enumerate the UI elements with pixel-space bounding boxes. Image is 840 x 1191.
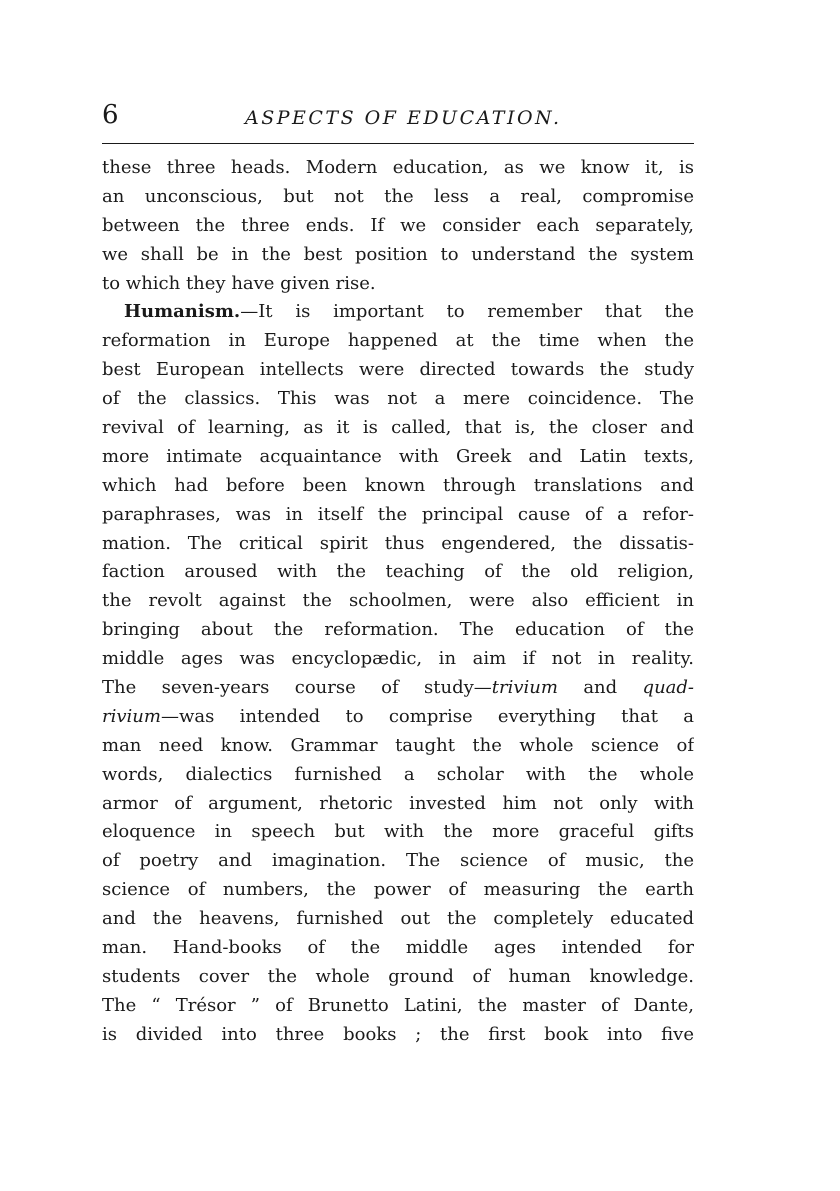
term-quadrivium-start: quad- (642, 677, 694, 699)
text-line: best European intellects were directed towards the study (102, 359, 694, 381)
term-quadrivium-end: rivium (102, 705, 161, 727)
text-line: these three heads. Modern education, as we know it, is (102, 157, 694, 178)
text-line (102, 298, 694, 327)
text-line (102, 674, 694, 703)
text-run: The seven-years course of study— (102, 677, 492, 699)
text-run: —was intended to comprise everything that a (160, 705, 694, 727)
text-run: —It is important to remember that the (240, 301, 694, 323)
text-line (102, 703, 694, 732)
text-line: The “ Trésor ” of Brunetto Latini, the master of Dante, (102, 994, 694, 1016)
text-line: man. Hand-books of the middle ages intended for (102, 937, 694, 959)
section-heading-humanism: Humanism. (124, 301, 241, 323)
text-line: faction aroused with the teaching of the old religion, (102, 561, 694, 583)
text-line: which had before been known through translations and (102, 474, 694, 496)
text-line: science of numbers, the power of measuring the earth (102, 879, 694, 901)
text-line: mation. The critical spirit thus engendered, the dissatis- (102, 532, 694, 554)
text-line: of poetry and imagination. The science of music, the (102, 850, 694, 872)
text-line: reformation in Europe happened at the time when the (102, 330, 694, 352)
text-line: more intimate acquaintance with Greek and Latin texts, (102, 445, 694, 467)
text-line: between the three ends. If we consider each separately, (102, 214, 694, 236)
text-line: and the heavens, furnished out the completely educated (102, 908, 694, 930)
text-line: man need know. Grammar taught the whole science of (102, 734, 694, 756)
text-line: is divided into three books ; the first book into five (102, 1023, 694, 1045)
text-line: bringing about the reformation. The education of the (102, 619, 694, 641)
body-text (102, 154, 694, 1050)
text-line: we shall be in the best position to understand the system (102, 243, 694, 265)
header-rule (102, 143, 694, 144)
text-run: and (557, 677, 643, 699)
running-title: ASPECTS OF EDUCATION. (245, 107, 562, 129)
text-line: revival of learning, as it is called, that is, the closer and (102, 417, 694, 439)
text-line: middle ages was encyclopædic, in aim if not in reality. (102, 648, 694, 670)
text-line: words, dialectics furnished a scholar with the whole (102, 763, 694, 785)
text-line: to which they have given rise. (102, 272, 376, 294)
term-trivium: trivium (491, 677, 558, 699)
page-number: 6 (102, 100, 119, 130)
text-line: students cover the whole ground of human knowledge. (102, 965, 694, 987)
text-line: an unconscious, but not the less a real, compromise (102, 185, 694, 207)
text-line: the revolt against the schoolmen, were also efficient in (102, 590, 694, 612)
text-line: eloquence in speech but with the more graceful gifts (102, 821, 694, 843)
text-line: of the classics. This was not a mere coincidence. The (102, 388, 694, 410)
text-line: armor of argument, rhetoric invested him not only with (102, 792, 694, 814)
text-line: paraphrases, was in itself the principal cause of a refor- (102, 503, 694, 525)
